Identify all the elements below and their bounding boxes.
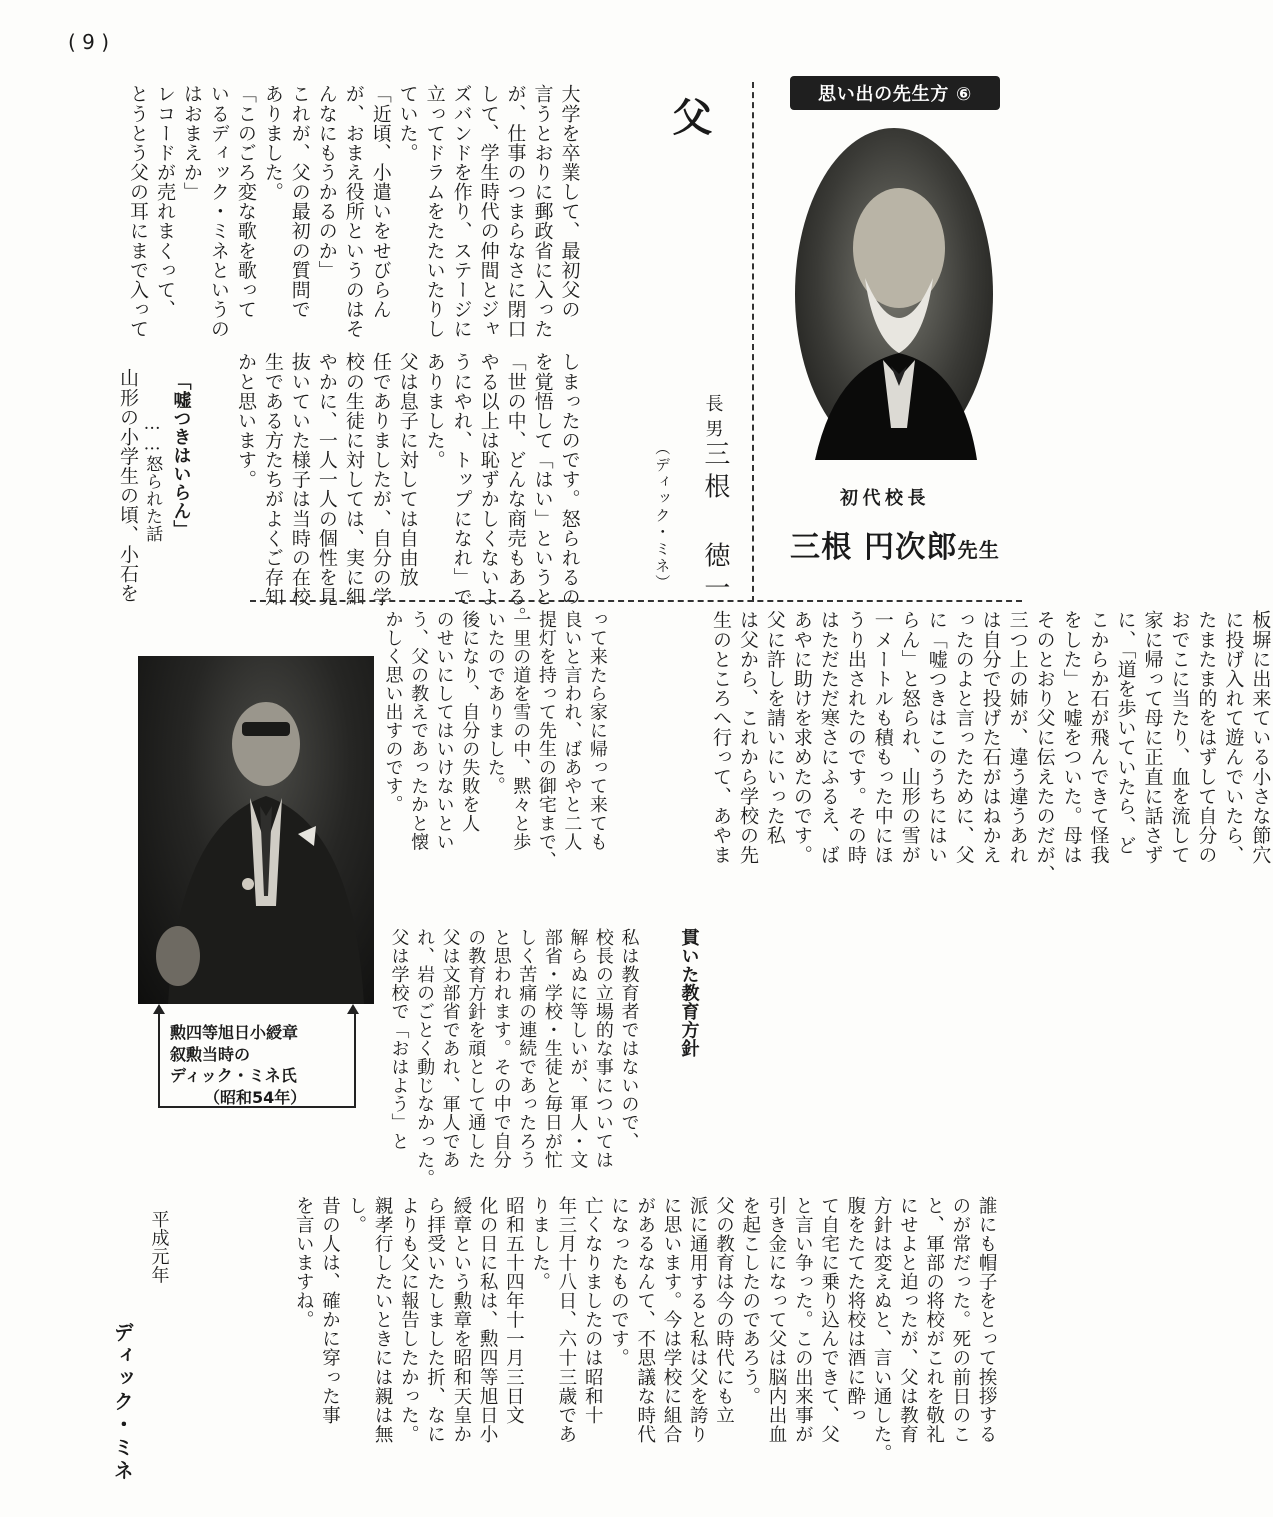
photo-caption-line3: ディック・ミネ氏 (170, 1066, 297, 1086)
photo-caption-line2: 叙勲当時の (170, 1044, 251, 1064)
article-title: 父 (665, 96, 713, 138)
policy-heading: 貫いた教育方針 (678, 928, 700, 1058)
principal-portrait (795, 128, 993, 460)
article-body-intro: 大学を卒業して、最初父の 言うとおりに郵政省に入った が、仕事のつまらなさに閉口 して、学生時代の仲間とジャ ズバンドを作り、ステージに 立ってドラムをたたいたりし ていた。 「近頃、小遣いをせびらん が、おまえ役所というのはそ んなにもうかるのか」 これが、父の最初の質問で ありました。 「このごろ変な歌を歌って いるディック・ミネというの はおまえか」 レコードが売れまくって、 とうとう父の耳にまで入って (126, 84, 581, 339)
page-number: ( 9 ) (68, 30, 110, 54)
author-role: 長男 (702, 394, 724, 445)
policy-body: 私は教育者ではないので、 校長の立場的な事については 解らぬに等しいが、軍人・文 部省・学校・生徒と毎日が忙 しく苦痛の連続であったろう と思われます。その中で自分 の教育方針を頑として通した 父は文部省であれ、軍人であ れ、岩のごとく動じなかった。 父は学校で「おはよう」と (388, 928, 640, 1188)
portrait-name-suffix: 先生 (957, 538, 1001, 562)
photo-caption-line4: （昭和54年） (204, 1087, 307, 1107)
series-label: 思い出の先生方 ⑥ (790, 76, 1000, 110)
lie-story-body: 板塀に出来ている小さな節穴 に投げ入れて遊んでいたら、 たまたま的をはずして自分の おでこに当たり、血を流して 家に帰って母に正直に話さず に、「道を歩いていたら、ど こからか石が飛んできて怪我 をした」と嘘をついた。母は そのとおり父に伝えたのだが、 三つ上の姉が、違う違うあれ は自分で投げた石がはねかえ ったのよと言ったために、父 に「嘘つきはこのうちにはい らん」と怒られ、山形の雪が 一メートルも積もった中にほ うり出されたのです。その時 はただただ寒さにふるえ、ば あやに助けを求めたのです。 父に許しを請いにいった私 は父から、これから学校の先 生のところへ行って、あやま (709, 610, 1272, 884)
closing-body: 誰にも帽子をとって挨拶する のが常だった。死の前日のこ と、軍部の将校がこれを敬礼 にせよと迫ったが、父は教育 方針は変えぬと、言い通した。 腹をたてた将校は酒に酔っ て自宅に乗り込んできて、父 と言い争った。この出来事が 引き金になって父は脳内出血 を起こしたのであろう。 父の教育は今の時代にも立 派に通用すると私は父を誇り に思います。今は学校に組合 があるなんて、不思議な時代 になったものです。 亡くなりましたのは昭和十 年三月十八日、六十三歳であ りました。 昭和五十四年十一月三日文 化の日に私は、勲四等旭日小 綬章という勲章を昭和天皇か ら拝受いたしました折、なに よりも父に報告したかった。 親孝行したいときには親は無 し。 昔の人は、確かに穿った事 を言いますね。 (293, 1196, 998, 1463)
lie-story-continued: って来たら家に帰って来ても 良いと言われ、ばあやと二人 提灯を持って先生の御宅まで、 一里の道を雪の中、黙々と歩 いたのでありました。 後になり、自分の失敗を人 のせいにしてはいけないとい う、父の教えであったかと懐 かしく思い出すのです。 (382, 610, 608, 870)
signature-date: 平成元年 (148, 1210, 170, 1285)
portrait-name (790, 522, 1000, 566)
author-alias: （ディック・ミネ） (653, 440, 672, 592)
portrait-silhouette-icon (795, 128, 993, 460)
photo-caption (170, 1022, 342, 1108)
lie-heading: 「嘘つきはいらん」 (170, 372, 192, 539)
signature-name: ディック・ミネ (110, 1322, 135, 1483)
article-body-reaction: しまったのです。怒られるの を覚悟して「はい」というと 「世の中、どんな商売もある。 やる以上は恥ずかしくないよ うにやれ、トップになれ」で ありました。 父は息子に対しては自由放 任でありましたが、自分の学 校の生徒に対しては、実に細 やかに、一人一人の個性を見 抜いていた様子は当時の在校 生である方たちがよくご存知 かと思います。 (234, 352, 581, 626)
lie-subheading: ……怒られた話 (142, 414, 163, 543)
column-divider (752, 82, 754, 602)
lie-story-start: 山形の小学生の頃、小石を (116, 368, 139, 603)
portrait-name-main: 三根 円次郎 (790, 530, 958, 565)
section-divider (250, 600, 1022, 602)
photo-silhouette-icon (138, 656, 374, 1004)
photo-caption-line1: 勲四等旭日小綬章 (170, 1023, 299, 1042)
author-name: 三根 徳一 (699, 440, 730, 607)
dick-mine-photo (138, 656, 374, 1004)
portrait-role: 初代校長 (840, 488, 930, 509)
